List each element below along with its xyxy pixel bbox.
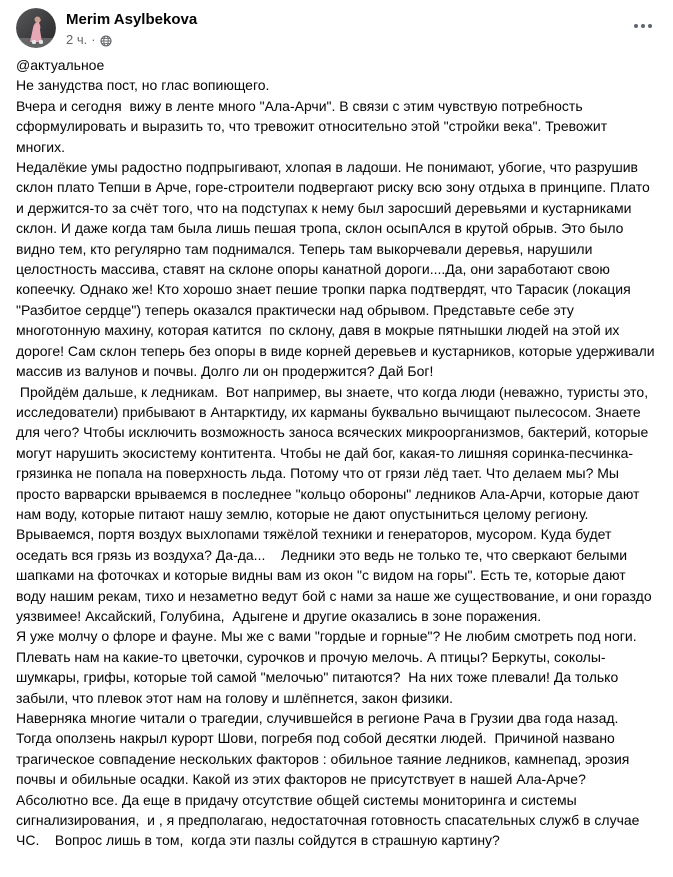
meta-dot-separator: · (91, 32, 96, 47)
post-paragraph: Наверняка многие читали о трагедии, случившейся в регионе Рача в Грузии два года назад. Тогда оползень накрыл курорт Шови, погребя под собой десятки людей. Причиной названо трагическое совпадение нескольких факторов : обильное таяние ледников, камнепад, эрозия почвы и обильные осадки. Какой из этих факторов не присутствует в нашей Ала-Арче? (16, 710, 634, 788)
post-paragraph: Недалёкие умы радостно подпрыгивают, хлопая в ладоши. Не понимают, убогие, что разрушив склон плато Тепши в Арче, горе-строители подвергают риску всю зону отдыха в принципе. Плато и держится-то за счёт того, что на подступах к нему был заросший деревьями и кустарниками склон. И даже когда там была лишь пешая тропа, склон осыпАлся в крутой обрыв. Это было видно тем, кто регулярно там поднимался. Теперь там выкорчевали деревья, нарушили целостность массива, ставят на склоне опоры канатной дороги....Да, они заработают свою копеечку. Однако же! Кто хорошо знает пешие тропки парка подтвердят, что Тарасик (локация "Разбитое сердце") теперь оказался практически над обрывом. Представьте себе эту многотонную махину, которая катится по склону, давя в мокрые пятнышки людей на этой их дороге! Сам склон теперь без опоры в виде корней деревьев и кустарников, которые удерживали массив из валунов и почвы. Долго ли он продержится? Дай Бог! (16, 159, 659, 380)
post-paragraph: Вчера и сегодня вижу в ленте много "Ала-Арчи". В связи с этим чувствую потребность сформулировать и выразить то, что тревожит относительно этой "стройки века". Тревожит многих. (16, 97, 612, 155)
globe-public-icon (100, 35, 112, 47)
post-paragraph: Не занудства пост, но глас вопиющего. (16, 77, 270, 94)
timestamp-link[interactable]: 2 ч. (66, 32, 88, 47)
profile-photo-icon (16, 8, 56, 48)
post-meta-row (66, 32, 657, 48)
post-paragraph: Я уже молчу о флоре и фауне. Мы же с вами "гордые и горные"? Не любим смотреть под ноги. Плевать нам на какие-то цветочки, сурочков и прочую мелочь. А птицы? Беркуты, соколы-шумкары, грифы, которые той самой "мелочью" питаются? На них тоже плевали! Да только забыли, что плевок этот нам на голову и шлёпнется, закон физики. (16, 628, 641, 706)
ellipsis-horizontal-icon (634, 24, 652, 28)
post-body-text (0, 48, 673, 857)
header-text-block (66, 8, 657, 48)
author-name-link[interactable]: Merim Asylbekova (66, 11, 198, 28)
post-paragraph: Пройдём дальше, к ледникам. Вот например, вы знаете, что когда люди (неважно, туристы это, исследователи) прибывают в Антарктиду, их карманы буквально вычищают пылесосом. Знаете для чего? Чтобы исключить возможность заноса всяческих микроорганизмов, бактерий, которые могут нарушить экосистему контитента. Чтобы не дай бог, какая-то лишняя соринка-песчинка-грязинка не попала на поверхность льда. Потому что от грязи лёд тает. Что делаем мы? Мы просто варварски врываемся в последнее "кольцо обороны" ледников Ала-Арчи, которые дают нам воду, которые питают нашу землю, которые не дают опустыниться целому региону. Врываемся, портя воздух выхлопами тяжёлой техники и генераторов, мусором. Куда будет оседать вся грязь из воздуха? Да-да... Ледники это ведь не только те, что сверкают белыми шапками на фоточках и которые видны вам из окон "с видом на горы". Есть те, которые дают воду нашим рекам, тихо и незаметно ведут бой с нами за наше же существование, и они гораздо уязвимее! Аксайский, Голубина, Адыгене и другие оказались в зоне поражения. (16, 383, 656, 624)
more-options-button[interactable] (627, 14, 659, 38)
post-header (0, 0, 673, 48)
post-paragraph: Абсолютно все. Да еще в придачу отсутствие общей системы мониторинга и системы сигнализирования, и , я предполагаю, недостаточная готовность спасательных служб в случае ЧС. Вопрос лишь в том, когда эти пазлы сойдутся в страшную картину? (16, 791, 644, 849)
author-avatar[interactable] (16, 8, 56, 48)
post-paragraph: @актуальное (16, 57, 105, 73)
